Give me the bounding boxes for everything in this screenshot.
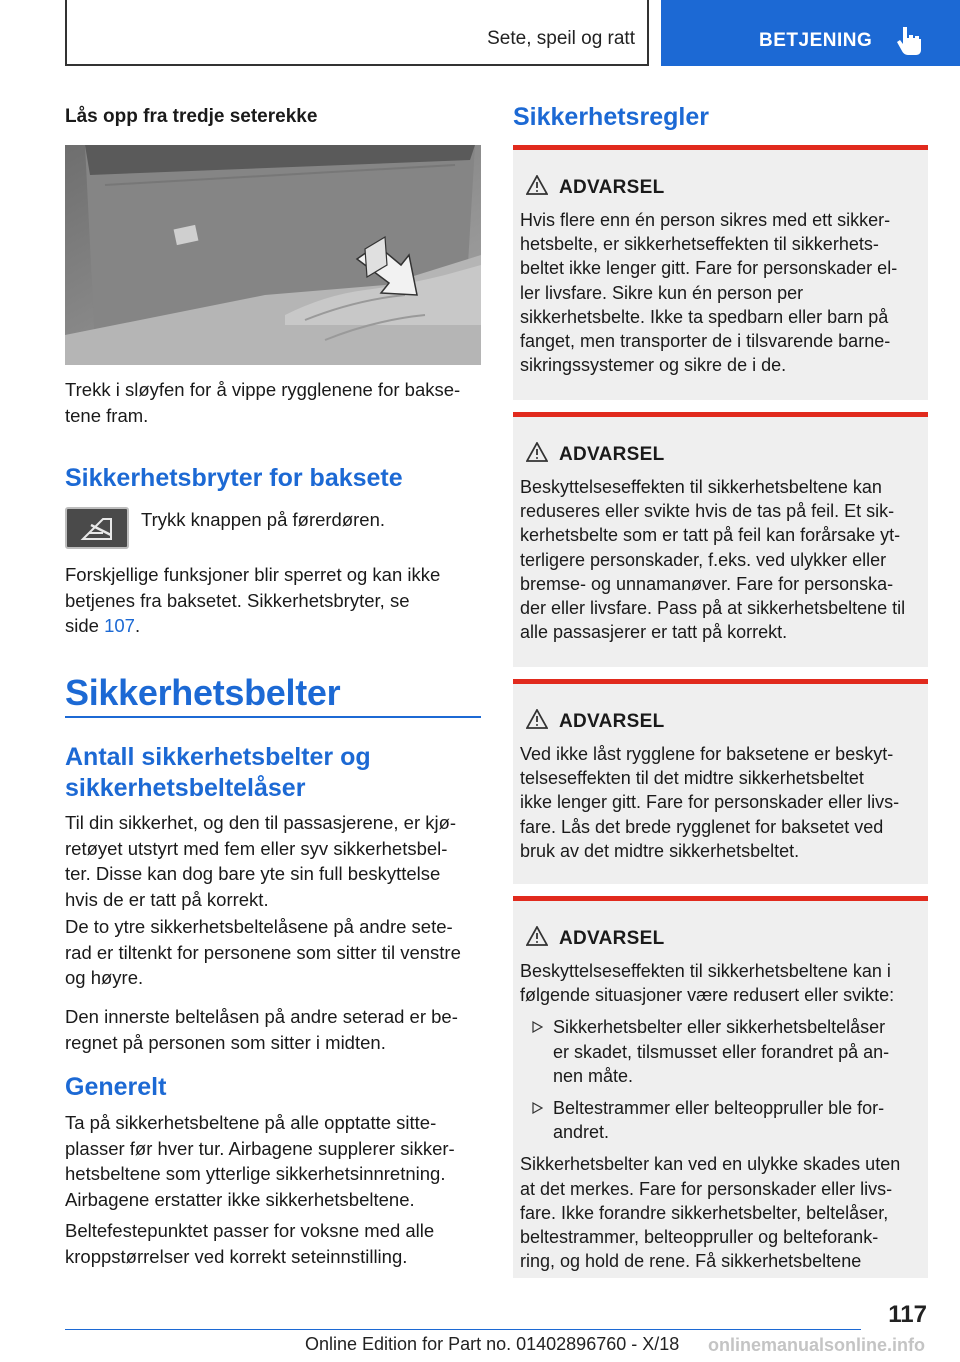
paragraph-line: og høyre. (65, 967, 144, 988)
unlock-text-line: Trekk i sløyfen for å vippe rygglenene for bakse- (65, 379, 461, 400)
general-paragraph-2 (65, 1218, 481, 1269)
warning-line: der eller livsfare. Pass på at sikkerhetsbeltene til (520, 598, 906, 619)
bullet-triangle-icon (532, 1102, 543, 1114)
page-number: 117 (888, 1301, 927, 1328)
paragraph-line: plasser før hver tur. Airbagene supplerer sikker- (65, 1137, 455, 1159)
belt-count-paragraph-3 (65, 1004, 481, 1055)
footer-divider (65, 1329, 861, 1330)
warning-triangle-icon (526, 442, 548, 462)
warning-line: at det merkes. Fare for personskader eller livs- (520, 1178, 893, 1199)
bullet-triangle-icon (532, 1021, 543, 1033)
page-ref-prefix: side (65, 615, 99, 636)
paragraph-line: Airbagene erstatter ikke sikkerhetsbeltene. (65, 1188, 415, 1210)
paragraph-line: retøyet utstyrt med fem eller syv sikkerhetsbel- (65, 837, 448, 859)
warning-line: nen måte. (553, 1065, 634, 1086)
paragraph-line: Den innerste beltelåsen på andre seterad er be- (65, 1006, 458, 1027)
header-section-title: Sete, speil og ratt (487, 28, 635, 49)
warning-line: sikkerhetsbelte. Ikke ta spedbarn eller barn på (520, 306, 889, 327)
section-divider (65, 716, 481, 718)
warning-line: er skadet, tilsmusset eller forandret på an- (553, 1041, 890, 1062)
child-lock-button-icon (65, 507, 129, 549)
belt-count-paragraph-2 (65, 914, 481, 991)
warning-title: ADVARSEL (559, 177, 665, 198)
paragraph-line: ter. Disse kan dog bare yte sin full beskyttelse (65, 863, 441, 884)
warning-triangle-icon (526, 926, 548, 946)
warning-line: andret. (553, 1122, 610, 1143)
safety-switch-text-line: betjenes fra baksetet. Sikkerhetsbryter, se (65, 589, 410, 611)
belts-heading: Sikkerhetsbelter (65, 672, 341, 713)
general-paragraph-1 (65, 1110, 481, 1212)
warning-line: Sikkerhetsbelter eller sikkerhetsbeltelåser (553, 1017, 886, 1038)
warning-line: beltestrammer, belteoppruller og belteforank- (520, 1227, 879, 1248)
belt-count-heading (65, 742, 481, 804)
warning-line: ring, og hold de rene. Få sikkerhetsbeltene (520, 1251, 862, 1272)
warning-line: reduseres eller svikte hvis de tas på feil. Et sik- (520, 501, 895, 522)
belt-count-heading-line: Antall sikkerhetsbelter og (65, 743, 371, 771)
warning-text (520, 742, 924, 863)
paragraph-line: hvis de er tatt på korrekt. (65, 888, 269, 910)
warning-line: telseseffekten til det midtre sikkerhetsbeltet (520, 768, 864, 789)
warning-line: fare. Lås det brede rygglenet for baksetet ved (520, 816, 884, 837)
warning-line: Sikkerhetsbelter kan ved en ulykke skades uten (520, 1154, 901, 1175)
warning-bullet (520, 1015, 924, 1088)
footer-watermark-url: onlinemanualsonline.info (708, 1335, 926, 1355)
paragraph-line: hetsbeltene som ytterlige sikkerhetsinnretning. (65, 1163, 446, 1184)
paragraph-line: Til din sikkerhet, og den til passasjerene, er kjø- (65, 812, 457, 833)
paragraph-line: De to ytre sikkerhetsbeltelåsene på andre sete- (65, 916, 453, 937)
warning-bullet-text (553, 1015, 924, 1088)
safety-rules-heading: Sikkerhetsregler (513, 103, 709, 131)
unlock-text-line: tene fram. (65, 404, 149, 426)
warning-line: kerhetsbelte som er tatt på feil kan forårsake yt- (520, 525, 901, 546)
safety-switch-text-line: Forskjellige funksjoner blir sperret og kan ikke (65, 564, 441, 585)
warning-line: følgende situasjoner være redusert eller svikte: (520, 985, 895, 1006)
warning-box-2 (513, 412, 928, 667)
warning-line: terligere personskader, f.eks. ved ulykker eller (520, 549, 887, 570)
warning-box-3 (513, 679, 928, 884)
warning-line: hetsbelte, er sikkerhetseffekten til sikkerhets- (520, 234, 879, 255)
header-section-box (65, 0, 649, 66)
safety-switch-description (65, 562, 481, 639)
warning-line: ler livsfare. Sikre kun én person per (520, 282, 804, 303)
warning-text (520, 959, 924, 1273)
general-heading: Generelt (65, 1073, 167, 1101)
warning-line: bremse- og unnamanøver. Fare for personska- (520, 573, 894, 594)
warning-outro (520, 1152, 924, 1273)
paragraph-line: Ta på sikkerhetsbeltene på alle opptatte sitte- (65, 1112, 437, 1133)
paragraph-line: rad er tiltenkt for personene som sitter til venstre (65, 941, 461, 963)
warning-text (520, 475, 924, 644)
header-chapter-title: BETJENING (759, 30, 873, 51)
warning-line: Beskyttelseseffekten til sikkerhetsbeltene kan i (520, 961, 891, 981)
footer-edition: Online Edition for Part no. 01402896760 - X/18 (305, 1334, 680, 1354)
header-chapter-box (661, 0, 960, 66)
warning-bullet (520, 1096, 924, 1144)
safety-switch-heading: Sikkerhetsbryter for baksete (65, 464, 403, 492)
warning-triangle-icon (526, 709, 548, 729)
paragraph-line: regnet på personen som sitter i midten. (65, 1031, 386, 1053)
warning-line: Beskyttelseseffekten til sikkerhetsbeltene kan (520, 477, 882, 497)
warning-line: sikringssystemer og sikre de i de. (520, 355, 787, 376)
warning-line: Beltestrammer eller belteoppruller ble for- (553, 1098, 885, 1119)
warning-line: fare. Ikke forandre sikkerhetsbelter, beltelåser, (520, 1202, 889, 1223)
unlock-description (65, 377, 481, 428)
warning-box-1 (513, 145, 928, 400)
paragraph-line: kroppstørrelser ved korrekt seteinnstilling. (65, 1245, 408, 1267)
warning-box-4 (513, 896, 928, 1278)
safety-switch-instruction: Trykk knappen på førerdøren. (141, 509, 386, 530)
warning-title: ADVARSEL (559, 444, 665, 465)
warning-text (520, 208, 924, 377)
seat-photo-illustration (65, 145, 481, 365)
warning-bullet-text (553, 1096, 924, 1144)
paragraph-line: Beltefestepunktet passer for voksne med alle (65, 1220, 435, 1241)
warning-line: ikke lenger gitt. Fare for personskader eller livs- (520, 792, 900, 813)
belt-count-paragraph-1 (65, 810, 481, 912)
warning-title: ADVARSEL (559, 711, 665, 732)
safety-switch-text-line: side 107. (65, 615, 141, 636)
hand-pointer-icon (897, 25, 923, 55)
page-ref-link[interactable]: 107 (104, 615, 135, 636)
warning-intro (520, 959, 924, 1007)
warning-title: ADVARSEL (559, 928, 665, 949)
unlock-third-row-heading: Lås opp fra tredje seterekke (65, 106, 318, 127)
warning-line: alle passasjerer er tatt på korrekt. (520, 622, 788, 643)
belt-count-heading-line: sikkerhetsbeltelåser (65, 774, 306, 802)
warning-line: fanget, men transporter de i tilsvarende barne- (520, 331, 891, 352)
seat-unlock-photo (65, 145, 481, 365)
warning-line: beltet ikke lenger gitt. Fare for personskader el- (520, 258, 898, 279)
warning-line: Ved ikke låst rygglene for baksetene er beskyt- (520, 744, 894, 764)
warning-triangle-icon (526, 175, 548, 195)
warning-line: bruk av det midtre sikkerhetsbeltet. (520, 840, 800, 861)
warning-line: Hvis flere enn én person sikres med ett sikker- (520, 210, 891, 230)
